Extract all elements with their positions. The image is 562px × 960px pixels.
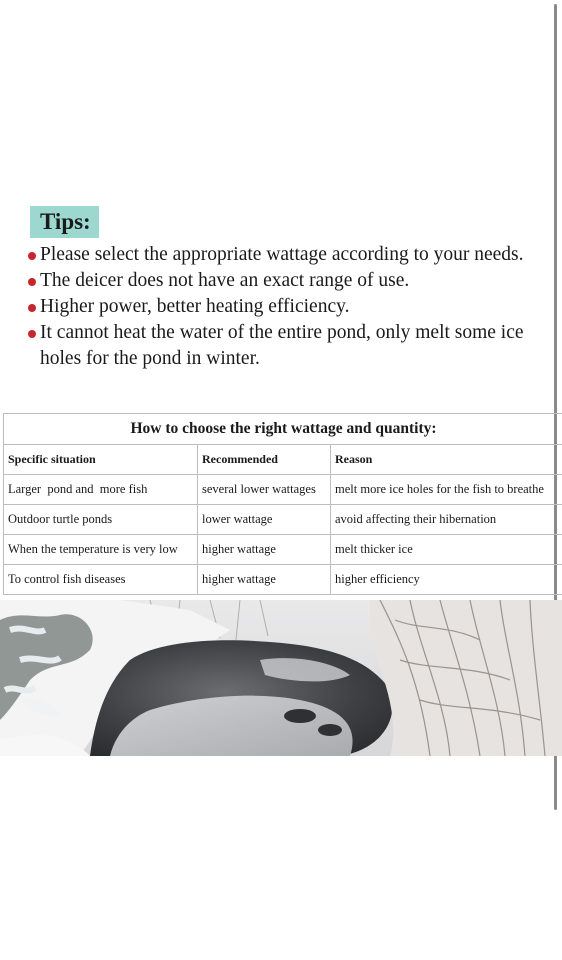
- bullet-icon: [28, 304, 36, 312]
- wattage-table-container: [3, 413, 562, 595]
- cell-situation: To control fish diseases: [4, 565, 198, 595]
- tip-text: Please select the appropriate wattage according to your needs.: [40, 244, 524, 265]
- table-row: [4, 565, 562, 595]
- cell-recommended: lower wattage: [198, 505, 331, 535]
- cell-reason: melt more ice holes for the fish to breathe: [331, 475, 562, 505]
- bullet-icon: [28, 252, 36, 260]
- header-specific-situation: Specific situation: [4, 445, 198, 475]
- cell-reason: higher efficiency: [331, 565, 562, 595]
- cell-situation: When the temperature is very low: [4, 535, 198, 565]
- table-row: [4, 535, 562, 565]
- table-row: [4, 475, 562, 505]
- cell-recommended: several lower wattages: [198, 475, 331, 505]
- tips-section: [20, 206, 540, 372]
- cell-reason: melt thicker ice: [331, 535, 562, 565]
- tip-item: [20, 320, 540, 372]
- tip-text: Higher power, better heating efficiency.: [40, 296, 350, 317]
- cell-recommended: higher wattage: [198, 565, 331, 595]
- bullet-icon: [28, 330, 36, 338]
- tip-item: [20, 268, 540, 294]
- bullet-icon: [28, 278, 36, 286]
- wattage-table: [3, 413, 562, 595]
- tips-list: [20, 242, 540, 372]
- tip-text: The deicer does not have an exact range of use.: [40, 270, 410, 291]
- cell-situation: Larger pond and more fish: [4, 475, 198, 505]
- table-header-row: [4, 445, 562, 475]
- snowy-pond-photo: [0, 600, 562, 756]
- table-caption: How to choose the right wattage and quantity:: [4, 414, 562, 445]
- header-recommended: Recommended: [198, 445, 331, 475]
- tip-item: [20, 242, 540, 268]
- header-reason: Reason: [331, 445, 562, 475]
- cell-recommended: higher wattage: [198, 535, 331, 565]
- cell-situation: Outdoor turtle ponds: [4, 505, 198, 535]
- tip-text: It cannot heat the water of the entire pond, only melt some ice holes for the pond in winter.: [40, 322, 524, 369]
- tip-item: [20, 294, 540, 320]
- cell-reason: avoid affecting their hibernation: [331, 505, 562, 535]
- tips-title: Tips:: [30, 206, 99, 238]
- table-row: [4, 505, 562, 535]
